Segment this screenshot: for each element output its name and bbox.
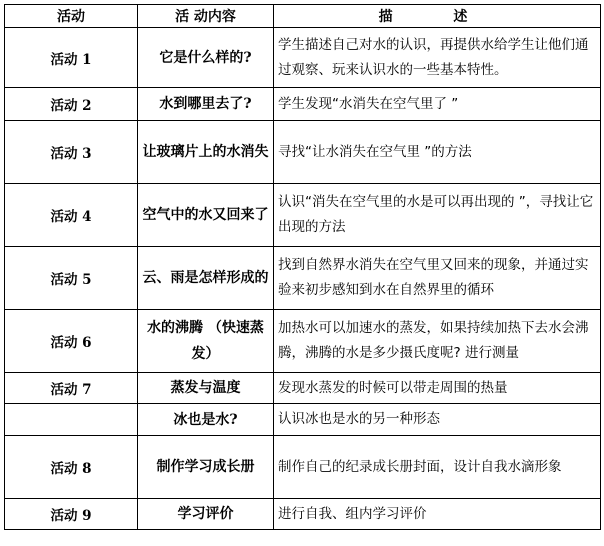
activity-cell: 活动 4	[5, 184, 138, 247]
table-row	[5, 247, 601, 310]
header-content: 活 动内容	[138, 5, 274, 28]
description-cell: 加热水可以加速水的蒸发，如果持续加热下去水会沸腾，沸腾的水是多少摄氏度呢? 进行测量	[274, 310, 601, 373]
description-cell: 学生发现“水消失在空气里了 ”	[274, 88, 601, 121]
table-row	[5, 310, 601, 373]
activity-cell: 活动 3	[5, 121, 138, 184]
header-description: 描 述	[274, 5, 601, 28]
table-row	[5, 121, 601, 184]
table-row	[5, 28, 601, 88]
table-row	[5, 436, 601, 499]
description-cell: 发现水蒸发的时候可以带走周围的热量	[274, 373, 601, 404]
table-row	[5, 404, 601, 436]
content-cell: 它是什么样的?	[138, 28, 274, 88]
table-header-row	[5, 5, 601, 28]
content-cell: 云、雨是怎样形成的	[138, 247, 274, 310]
activity-cell: 活动 5	[5, 247, 138, 310]
content-cell: 冰也是水?	[138, 404, 274, 436]
table-row	[5, 184, 601, 247]
description-cell: 进行自我、组内学习评价	[274, 499, 601, 530]
content-cell: 学习评价	[138, 499, 274, 530]
activity-cell: 活动 1	[5, 28, 138, 88]
activity-table	[4, 4, 601, 530]
content-cell: 制作学习成长册	[138, 436, 274, 499]
activity-cell: 活动 9	[5, 499, 138, 530]
activity-cell: 活动 6	[5, 310, 138, 373]
content-cell: 蒸发与温度	[138, 373, 274, 404]
table-row	[5, 499, 601, 530]
table-row	[5, 373, 601, 404]
description-cell: 认识“消失在空气里的水是可以再出现的 ”，寻找让它出现的方法	[274, 184, 601, 247]
table-row	[5, 88, 601, 121]
description-cell: 制作自己的纪录成长册封面，设计自我水滴形象	[274, 436, 601, 499]
activity-cell: 活动 2	[5, 88, 138, 121]
content-cell: 水到哪里去了?	[138, 88, 274, 121]
content-cell: 水的沸腾 （快速蒸发）	[138, 310, 274, 373]
activity-cell	[5, 404, 138, 436]
description-cell: 寻找“让水消失在空气里 ”的方法	[274, 121, 601, 184]
description-cell: 认识冰也是水的另一种形态	[274, 404, 601, 436]
activity-cell: 活动 8	[5, 436, 138, 499]
description-cell: 找到自然界水消失在空气里又回来的现象，并通过实验来初步感知到水在自然界里的循环	[274, 247, 601, 310]
header-activity: 活动	[5, 5, 138, 28]
content-cell: 空气中的水又回来了	[138, 184, 274, 247]
activity-cell: 活动 7	[5, 373, 138, 404]
content-cell: 让玻璃片上的水消失	[138, 121, 274, 184]
description-cell: 学生描述自己对水的认识，再提供水给学生让他们通过观察、玩来认识水的一些基本特性。	[274, 28, 601, 88]
